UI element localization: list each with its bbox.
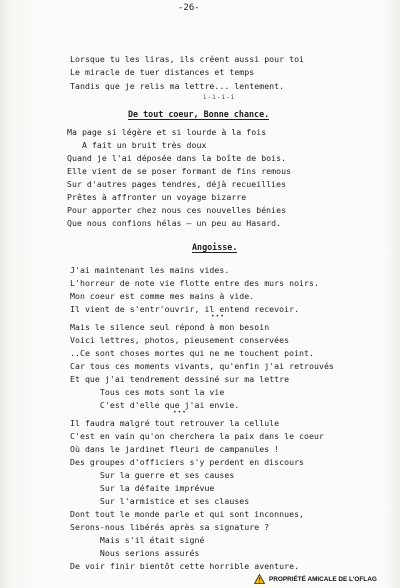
poem-title: De tout coeur, Bonne chance. bbox=[128, 109, 270, 119]
text-line: Tandis que je relis ma lettre... lentement. bbox=[70, 81, 285, 91]
text-line: Sur la guerre et ses causes bbox=[70, 470, 235, 480]
text-line: Sur l'armistice et ses clauses bbox=[70, 496, 250, 506]
text-line: Elle vient de se poser formant de fins remous bbox=[67, 166, 292, 176]
text-line: L'horreur de note vie flotte entre des murs noirs. bbox=[70, 278, 319, 288]
text-line: Prêtes à affronter un voyage bizarre bbox=[67, 192, 247, 202]
text-line: Et que j'ai tendrement dessiné sur ma lettre bbox=[70, 374, 290, 384]
text-line: C'est en vain qu'on cherchera la paix dans le coeur bbox=[70, 431, 324, 441]
text-line: Dont tout le monde parle et qui sont inconnues, bbox=[70, 509, 305, 519]
text-line: De voir finir bientôt cette horrible aventure. bbox=[70, 561, 300, 571]
text-line: Nous serions assurés bbox=[70, 548, 200, 558]
text-line: Ma page si légère et si lourde à la fois bbox=[67, 127, 267, 137]
warning-icon bbox=[254, 574, 265, 584]
text-line: Il vient de s'entr'ouvrir, il entend recevoir. bbox=[70, 304, 300, 314]
section-separator: ••• bbox=[173, 409, 187, 416]
text-line: Il faudra malgré tout retrouver la cellule bbox=[70, 418, 280, 428]
section-separator: i-i-i-i bbox=[203, 94, 236, 101]
text-line: Car tous ces moments vivants, qu'enfin j'ai retrouvés bbox=[70, 361, 334, 371]
ownership-footer bbox=[254, 573, 377, 585]
text-line: Sur la défaite imprévue bbox=[70, 483, 215, 493]
text-line: Pour apporter chez nous ces nouvelles bénies bbox=[67, 205, 287, 215]
text-line: A fait un bruit très doux bbox=[67, 140, 207, 150]
text-line: Mais le silence seul répond à mon besoin bbox=[70, 322, 270, 332]
text-line: Mais s'il était signé bbox=[70, 535, 205, 545]
text-line: J'ai maintenant les mains vides. bbox=[70, 265, 230, 275]
text-line: Où dans le jardinet fleuri de campanules ! bbox=[70, 444, 280, 454]
text-line: Tous ces mots sont la vie bbox=[70, 387, 225, 397]
text-line: Quand je l'ai déposée dans la boîte de bois. bbox=[67, 153, 287, 163]
text-line: Mon coeur est comme mes mains à vide. bbox=[70, 291, 255, 301]
poem-title: Angoisse. bbox=[192, 242, 238, 252]
text-line: Des groupes d'officiers s'y perdent en discours bbox=[70, 457, 305, 467]
text-line: Serons-nous libérés après sa signature ? bbox=[70, 522, 270, 532]
text-line: Que nous confions hélas — un peu au Hasard. bbox=[67, 218, 282, 228]
text-line: C'est d'elle que j'ai envie. bbox=[70, 400, 240, 410]
text-line: Sur d'autres pages tendres, déjà recueillies bbox=[67, 179, 287, 189]
text-line: ..Ce sont choses mortes qui ne me touchent point. bbox=[70, 348, 314, 358]
section-separator: ••• bbox=[211, 313, 225, 320]
text-line: Lorsque tu les liras, ils créent aussi pour toi bbox=[70, 54, 305, 64]
text-line: Le miracle de tuer distances et temps bbox=[70, 67, 255, 77]
page-number: -26- bbox=[178, 3, 200, 13]
footer-text: PROPRIÉTÉ AMICALE DE L'OFLAG bbox=[269, 575, 377, 583]
text-line: Voici lettres, photos, pieusement conservées bbox=[70, 335, 290, 345]
